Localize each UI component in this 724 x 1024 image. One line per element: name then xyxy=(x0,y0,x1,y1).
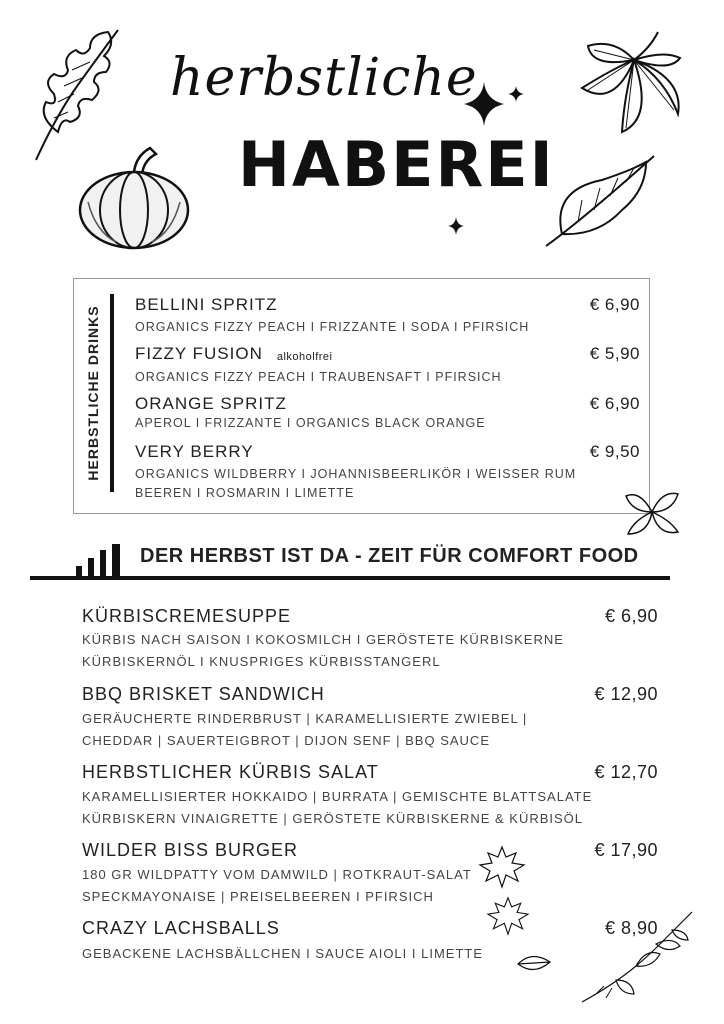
main-title: HABEREI xyxy=(238,128,555,201)
drink-name-text: ORANGE SPRITZ xyxy=(135,394,287,413)
food-price: € 12,70 xyxy=(594,762,658,782)
sparkle-small-icon xyxy=(447,216,465,236)
drink-desc: ORGANICS WILDBERRY I JOHANNISBEERLIKÖR I WEISSER RUM xyxy=(135,467,577,481)
drink-desc: APEROL I FRIZZANTE I ORGANICS BLACK ORANGE xyxy=(135,416,486,430)
drink-price: € 6,90 xyxy=(589,295,640,314)
food-desc: KÜRBISKERNÖL I KNUSPRIGES KÜRBISSTANGERL xyxy=(82,654,441,669)
food-desc: KÜRBIS NACH SAISON I KOKOSMILCH I GERÖSTETE KÜRBISKERNE xyxy=(82,632,564,647)
drink-note: alkoholfrei xyxy=(276,351,333,363)
food-price: € 17,90 xyxy=(594,840,658,860)
food-desc: CHEDDAR | SAUERTEIGBROT | DIJON SENF | BBQ SAUCE xyxy=(82,733,490,748)
food-section-title: DER HERBST IST DA - ZEIT FÜR COMFORT FOOD xyxy=(140,545,639,567)
leaf-illustration xyxy=(542,150,658,250)
food-name: HERBSTLICHER KÜRBIS SALAT xyxy=(82,762,379,782)
chestnut-leaves-illustration xyxy=(574,28,684,140)
drinks-section-label-text: HERBSTLICHE DRINKS xyxy=(85,304,101,481)
branch-illustration xyxy=(576,908,696,1008)
drink-price: € 5,90 xyxy=(589,344,640,363)
food-price: € 8,90 xyxy=(604,918,658,938)
food-name: KÜRBISCREMESUPPE xyxy=(82,606,292,626)
drink-name-text: BELLINI SPRITZ xyxy=(135,295,278,314)
drink-name xyxy=(135,295,277,315)
drink-name xyxy=(135,394,287,414)
maple-leaf-illustration xyxy=(486,896,530,936)
maple-leaf-illustration xyxy=(478,845,526,889)
small-leaf-illustration xyxy=(516,950,552,976)
pumpkin-illustration xyxy=(76,142,194,252)
drink-name xyxy=(135,442,254,462)
drink-price: € 6,90 xyxy=(589,394,640,413)
food-name: CRAZY LACHSBALLS xyxy=(82,918,280,938)
oak-leaf-illustration xyxy=(28,22,128,162)
food-name: WILDER BISS BURGER xyxy=(82,840,299,860)
drink-price: € 9,50 xyxy=(589,442,640,461)
food-desc: GEBACKENE LACHSBÄLLCHEN I SAUCE AIOLI I LIMETTE xyxy=(82,946,483,961)
food-desc: KÜRBISKERN VINAIGRETTE | GERÖSTETE KÜRBISKERNE & KÜRBISÖL xyxy=(82,811,584,826)
drinks-section-label xyxy=(82,300,104,485)
food-desc: 180 GR WILDPATTY VOM DAMWILD | ROTKRAUT-SALAT xyxy=(82,867,472,882)
drink-name-text: FIZZY FUSION xyxy=(135,344,263,363)
script-title: herbstliche xyxy=(170,48,478,108)
drinks-divider-bar xyxy=(110,294,114,492)
food-desc: SPECKMAYONAISE | PREISELBEEREN I PFIRSICH xyxy=(82,889,434,904)
chestnut-leaf-small-illustration xyxy=(622,486,682,538)
food-desc: GERÄUCHERTE RINDERBRUST | KARAMELLISIERTE ZWIEBEL | xyxy=(82,711,528,726)
food-price: € 6,90 xyxy=(604,606,658,626)
drink-name-text: VERY BERRY xyxy=(135,442,254,461)
food-name: BBQ BRISKET SANDWICH xyxy=(82,684,325,704)
drink-desc: ORGANICS FIZZY PEACH I TRAUBENSAFT I PFIRSICH xyxy=(135,370,502,384)
drink-name xyxy=(135,344,333,364)
drink-desc: ORGANICS FIZZY PEACH I FRIZZANTE I SODA I PFIRSICH xyxy=(135,320,530,334)
drink-desc: BEEREN I ROSMARIN I LIMETTE xyxy=(135,486,355,500)
food-desc: KARAMELLISIERTER HOKKAIDO | BURRATA | GEMISCHTE BLATTSALATE xyxy=(82,789,593,804)
food-price: € 12,90 xyxy=(594,684,658,704)
